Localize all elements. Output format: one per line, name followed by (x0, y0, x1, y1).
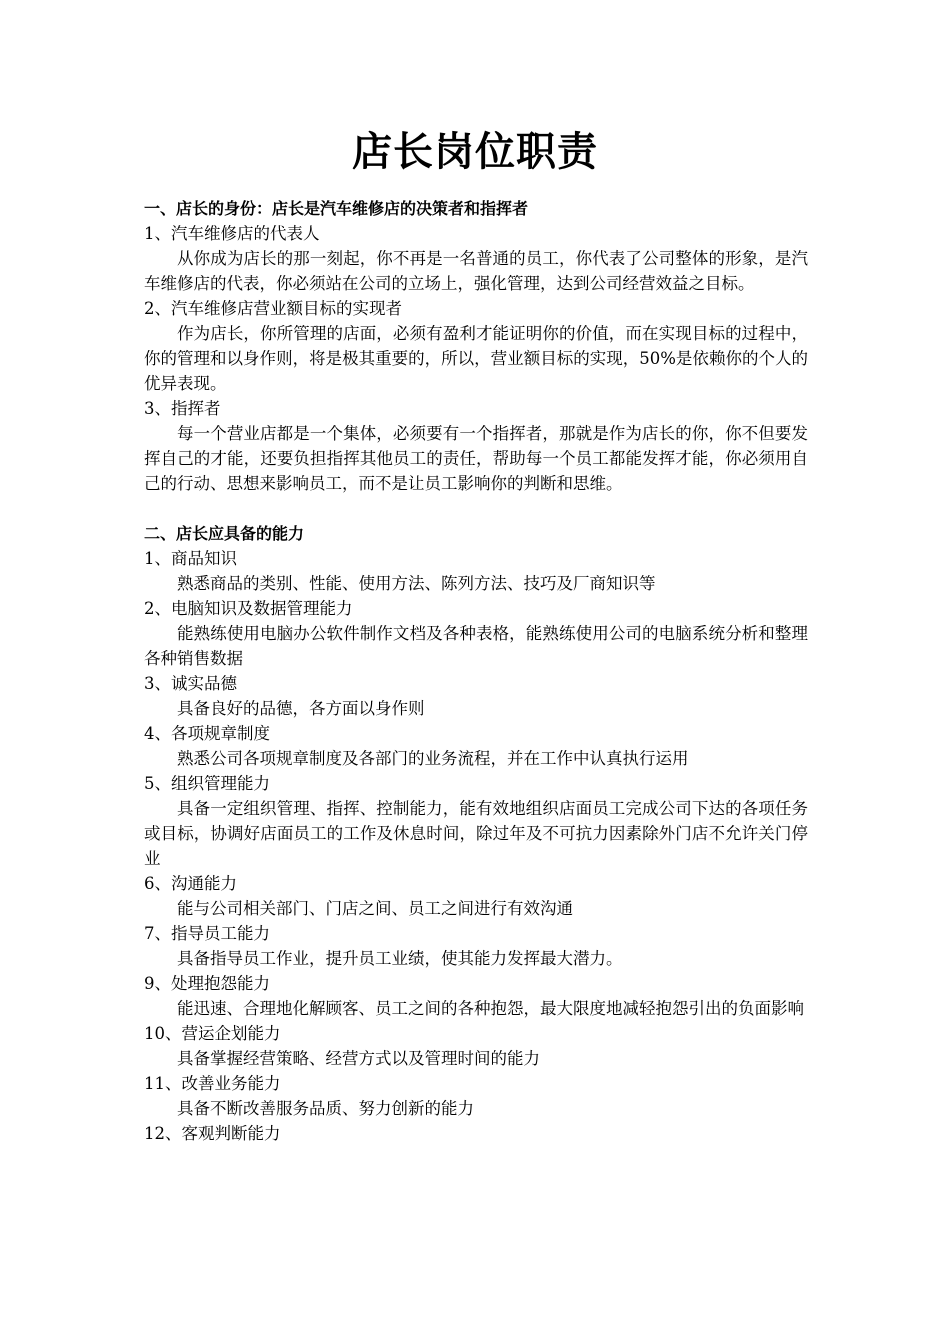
item-paragraph: 能与公司相关部门、门店之间、员工之间进行有效沟通 (177, 899, 573, 918)
item-title: 1、汽车维修店的代表人 (144, 224, 320, 243)
section-heading-identity: 一、店长的身份：店长是汽车维修店的决策者和指挥者 (144, 199, 529, 218)
item-title: 9、处理抱怨能力 (144, 974, 270, 993)
section-heading-abilities: 二、店长应具备的能力 (144, 524, 305, 543)
item-title: 10、营运企划能力 (144, 1024, 281, 1043)
section-spacer (144, 496, 808, 521)
item-title: 1、商品知识 (144, 549, 237, 568)
item-title: 6、沟通能力 (144, 874, 237, 893)
item-paragraph: 熟悉公司各项规章制度及各部门的业务流程，并在工作中认真执行运用 (177, 749, 689, 768)
document-body (144, 196, 808, 1146)
item-title: 2、电脑知识及数据管理能力 (144, 599, 353, 618)
item-title: 7、指导员工能力 (144, 924, 270, 943)
item-title: 3、诚实品德 (144, 674, 237, 693)
item-paragraph: 能熟练使用电脑办公软件制作文档及各种表格，能熟练使用公司的电脑系统分析和整理各种销售数据 (144, 624, 808, 668)
item-paragraph: 具备掌握经营策略、经营方式以及管理时间的能力 (177, 1049, 540, 1068)
item-title: 2、汽车维修店营业额目标的实现者 (144, 299, 402, 318)
item-paragraph: 能迅速、合理地化解顾客、员工之间的各种抱怨，最大限度地减轻抱怨引出的负面影响 (177, 999, 804, 1018)
page-title: 店长岗位职责 (352, 128, 598, 175)
item-paragraph: 具备指导员工作业，提升员工业绩，使其能力发挥最大潜力。 (177, 949, 623, 968)
item-title: 12、客观判断能力 (144, 1124, 281, 1143)
item-title: 11、改善业务能力 (144, 1074, 281, 1093)
item-title: 4、各项规章制度 (144, 724, 270, 743)
item-paragraph: 熟悉商品的类别、性能、使用方法、陈列方法、技巧及厂商知识等 (177, 574, 656, 593)
item-paragraph: 从你成为店长的那一刻起，你不再是一名普通的员工，你代表了公司整体的形象，是汽车维修店的代表，你必须站在公司的立场上，强化管理，达到公司经营效益之目标。 (144, 249, 808, 293)
item-title: 3、指挥者 (144, 399, 221, 418)
item-paragraph: 具备不断改善服务品质、努力创新的能力 (177, 1099, 474, 1118)
item-paragraph: 具备一定组织管理、指挥、控制能力，能有效地组织店面员工完成公司下达的各项任务或目标，协调好店面员工的工作及休息时间，除过年及不可抗力因素除外门店不允许关门停业 (144, 799, 808, 868)
item-paragraph: 每一个营业店都是一个集体，必须要有一个指挥者，那就是作为店长的你，你不但要发挥自己的才能，还要负担指挥其他员工的责任，帮助每一个员工都能发挥才能，你必须用自己的行动、思想来影响员工，而不是让员工影响你的判断和思维。 (144, 424, 808, 493)
item-paragraph: 作为店长，你所管理的店面，必须有盈利才能证明你的价值，而在实现目标的过程中，你的管理和以身作则，将是极其重要的，所以，营业额目标的实现，50%是依赖你的个人的优异表现。 (144, 324, 808, 393)
item-title: 5、组织管理能力 (144, 774, 270, 793)
item-paragraph: 具备良好的品德，各方面以身作则 (177, 699, 425, 718)
